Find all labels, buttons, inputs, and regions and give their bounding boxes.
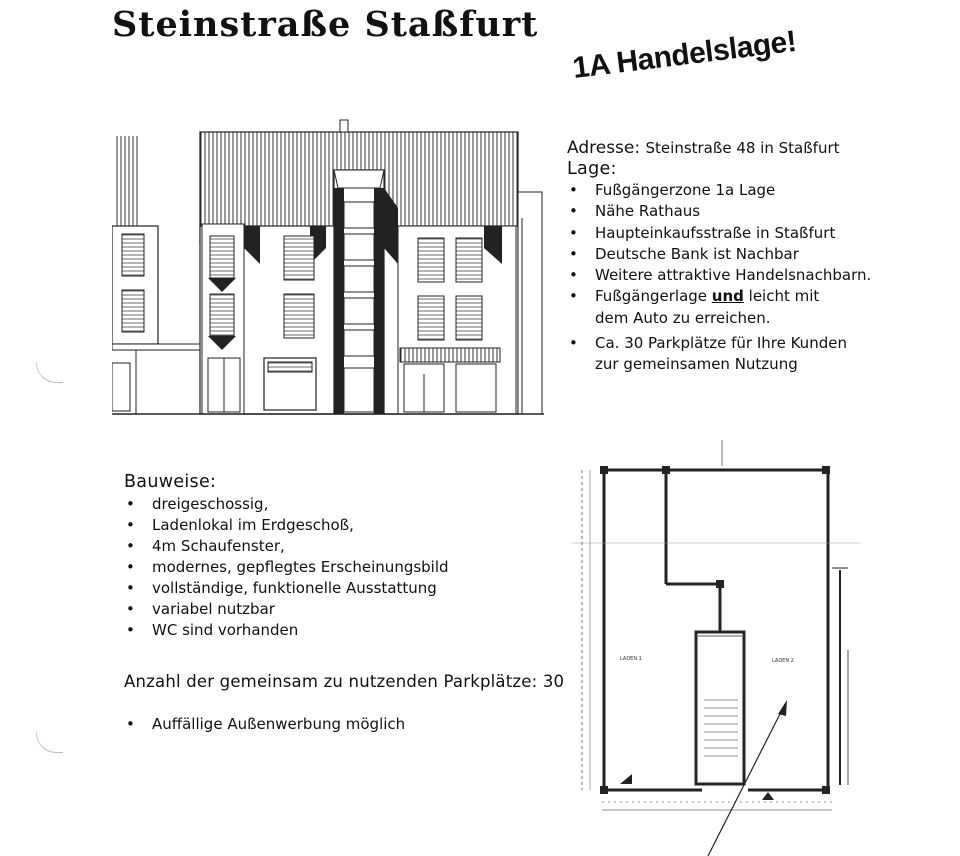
lage-item-prefix: Fußgängerlage (595, 287, 712, 306)
bauweise-item: • dreigeschossig, (124, 494, 564, 515)
building-facade-drawing (112, 118, 544, 418)
lage-label: Lage: (567, 159, 617, 179)
lage-item: • Haupteinkaufsstraße in Staßfurt (567, 223, 957, 244)
lage-item-suffix: leicht mit dem Auto zu erreichen. (595, 287, 820, 327)
bauweise-item: • modernes, gepflegtes Erscheinungsbild (124, 557, 564, 578)
bauweise-item: • 4m Schaufenster, (124, 536, 564, 557)
bauweise-item: • variabel nutzbar (124, 599, 564, 620)
page-title: Steinstraße Staßfurt (112, 4, 539, 45)
lage-item: • Ca. 30 Parkplätze für Ihre Kunden zur gemeinsamen Nutzung (567, 333, 855, 376)
lage-item (567, 286, 855, 329)
lage-item: • Fußgängerzone 1a Lage (567, 180, 957, 201)
tagline: 1A Handelslage! (570, 24, 798, 86)
lage-item-emphasis: und (711, 287, 744, 306)
bauweise-label: Bauweise: (124, 472, 217, 492)
address-label: Adresse: (567, 138, 641, 158)
bauweise-list (124, 494, 564, 641)
lage-item: • Nähe Rathaus (567, 201, 957, 222)
address-line (567, 138, 957, 159)
plan-room-label-left: LADEN 1 (620, 656, 642, 662)
parking-count: Anzahl der gemeinsam zu nutzenden Parkplätze: 30 (124, 672, 565, 691)
lage-list (567, 180, 957, 376)
werbung-section (124, 714, 544, 735)
werbung-list (124, 714, 544, 735)
werbung-item: • Auffällige Außenwerbung möglich (124, 714, 544, 735)
plan-room-label-right: LADEN 2 (772, 658, 794, 664)
address-section (567, 138, 957, 376)
lage-item: • Deutsche Bank ist Nachbar (567, 244, 957, 265)
bauweise-item: • WC sind vorhanden (124, 620, 564, 641)
punch-hole-mark (36, 362, 63, 383)
bauweise-item: • Ladenlokal im Erdgeschoß, (124, 515, 564, 536)
bauweise-section (124, 472, 564, 641)
address-value: Steinstraße 48 in Staßfurt (645, 139, 840, 157)
punch-hole-mark (36, 732, 63, 753)
bauweise-item: • vollständige, funktionelle Ausstattung (124, 578, 564, 599)
lage-item: • Weitere attraktive Handelsnachbarn. (567, 265, 957, 286)
floor-plan-drawing (572, 440, 860, 856)
